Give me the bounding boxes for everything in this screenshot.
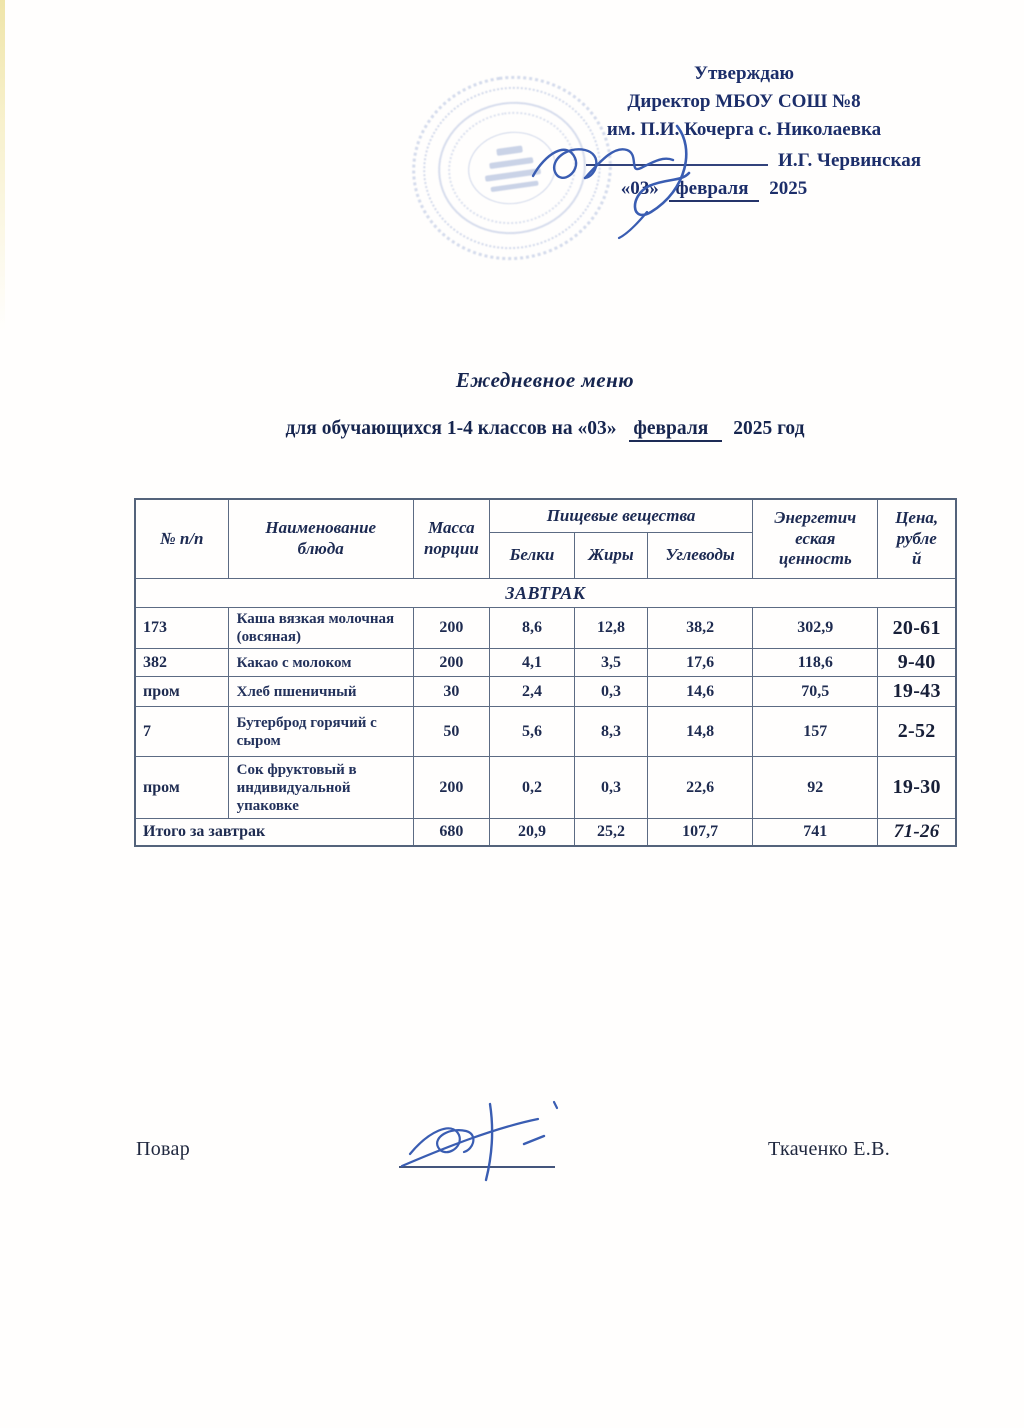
col-header-energy: Энергетич еская ценность bbox=[753, 499, 878, 579]
document-title: Ежедневное меню bbox=[455, 368, 635, 392]
cell-mass: 200 bbox=[413, 757, 489, 819]
cell-fat: 0,3 bbox=[575, 677, 648, 707]
approval-date-day: «03» bbox=[620, 178, 659, 199]
cell-mass: 50 bbox=[413, 707, 489, 757]
table-header-row-1 bbox=[135, 499, 956, 533]
approval-affirm: Утверждаю bbox=[694, 63, 794, 84]
cell-carbs: 14,6 bbox=[648, 677, 753, 707]
col-header-dish: Наименование блюда bbox=[228, 499, 413, 579]
col-header-carbs: Углеводы bbox=[648, 533, 753, 579]
cook-name: Ткаченко Е.В. bbox=[768, 1138, 891, 1160]
total-energy: 741 bbox=[753, 819, 878, 847]
menu-row-4 bbox=[135, 707, 956, 757]
cell-mass: 200 bbox=[413, 608, 489, 649]
cell-protein: 0,2 bbox=[489, 757, 574, 819]
col-header-num: № п/п bbox=[135, 499, 228, 579]
cell-protein: 4,1 bbox=[489, 649, 574, 677]
approval-school-line: им. П.И. Кочерга с. Николаевка bbox=[606, 119, 882, 140]
approval-date-month: февраля bbox=[669, 178, 758, 202]
director-handwritten-signature bbox=[527, 118, 762, 240]
cell-energy: 92 bbox=[753, 757, 878, 819]
cell-id: пром bbox=[135, 757, 228, 819]
cell-protein: 8,6 bbox=[489, 608, 574, 649]
cell-mass: 200 bbox=[413, 649, 489, 677]
cell-dish: Каша вязкая молочная (овсяная) bbox=[228, 608, 413, 649]
cell-energy: 302,9 bbox=[753, 608, 878, 649]
col-header-mass: Масса порции bbox=[413, 499, 489, 579]
cell-energy: 118,6 bbox=[753, 649, 878, 677]
cell-dish: Хлеб пшеничный bbox=[228, 677, 413, 707]
cell-dish: Какао с молоком bbox=[228, 649, 413, 677]
cell-protein: 5,6 bbox=[489, 707, 574, 757]
cell-carbs: 38,2 bbox=[648, 608, 753, 649]
col-header-nutrients: Пищевые вещества bbox=[489, 499, 752, 533]
approval-date-year: 2025 bbox=[769, 178, 808, 199]
cell-price: 20-61 bbox=[878, 608, 956, 649]
cell-energy: 70,5 bbox=[753, 677, 878, 707]
cell-carbs: 14,8 bbox=[648, 707, 753, 757]
director-name: И.Г. Червинская bbox=[778, 150, 921, 171]
subtitle-suffix: 2025 год bbox=[733, 418, 805, 439]
cell-price: 19-30 bbox=[878, 757, 956, 819]
cell-fat: 8,3 bbox=[575, 707, 648, 757]
col-header-protein: Белки bbox=[489, 533, 574, 579]
menu-row-3 bbox=[135, 677, 956, 707]
cell-id: 173 bbox=[135, 608, 228, 649]
section-label: ЗАВТРАК bbox=[135, 579, 956, 608]
cell-carbs: 22,6 bbox=[648, 757, 753, 819]
menu-row-2 bbox=[135, 649, 956, 677]
menu-row-1 bbox=[135, 608, 956, 649]
document-subtitle bbox=[66, 418, 1024, 440]
cell-id: 382 bbox=[135, 649, 228, 677]
cell-fat: 3,5 bbox=[575, 649, 648, 677]
total-label: Итого за завтрак bbox=[135, 819, 413, 847]
total-mass: 680 bbox=[413, 819, 489, 847]
total-protein: 20,9 bbox=[489, 819, 574, 847]
total-row bbox=[135, 819, 956, 847]
cell-carbs: 17,6 bbox=[648, 649, 753, 677]
cell-dish: Сок фруктовый в индивидуальной упаковке bbox=[228, 757, 413, 819]
cell-fat: 0,3 bbox=[575, 757, 648, 819]
cell-fat: 12,8 bbox=[575, 608, 648, 649]
cell-dish: Бутерброд горячий с сыром bbox=[228, 707, 413, 757]
col-header-price: Цена, рубле й bbox=[878, 499, 956, 579]
scan-edge-artifact bbox=[0, 0, 5, 330]
cell-price: 2-52 bbox=[878, 707, 956, 757]
approval-director-line: Директор МБОУ СОШ №8 bbox=[627, 91, 861, 112]
menu-row-5 bbox=[135, 757, 956, 819]
menu-table bbox=[134, 498, 957, 847]
cell-id: 7 bbox=[135, 707, 228, 757]
total-fat: 25,2 bbox=[575, 819, 648, 847]
cell-protein: 2,4 bbox=[489, 677, 574, 707]
col-header-fat: Жиры bbox=[575, 533, 648, 579]
cook-handwritten-signature bbox=[396, 1098, 568, 1184]
total-price: 71-26 bbox=[878, 819, 956, 847]
cell-price: 19-43 bbox=[878, 677, 956, 707]
cell-mass: 30 bbox=[413, 677, 489, 707]
total-carbs: 107,7 bbox=[648, 819, 753, 847]
cook-role-label: Повар bbox=[136, 1138, 190, 1160]
cell-price: 9-40 bbox=[878, 649, 956, 677]
cell-energy: 157 bbox=[753, 707, 878, 757]
subtitle-prefix: для обучающихся 1-4 классов на «03» bbox=[285, 418, 617, 439]
cell-id: пром bbox=[135, 677, 228, 707]
subtitle-month-underlined: февраля bbox=[629, 418, 722, 442]
section-row-breakfast bbox=[135, 579, 956, 608]
